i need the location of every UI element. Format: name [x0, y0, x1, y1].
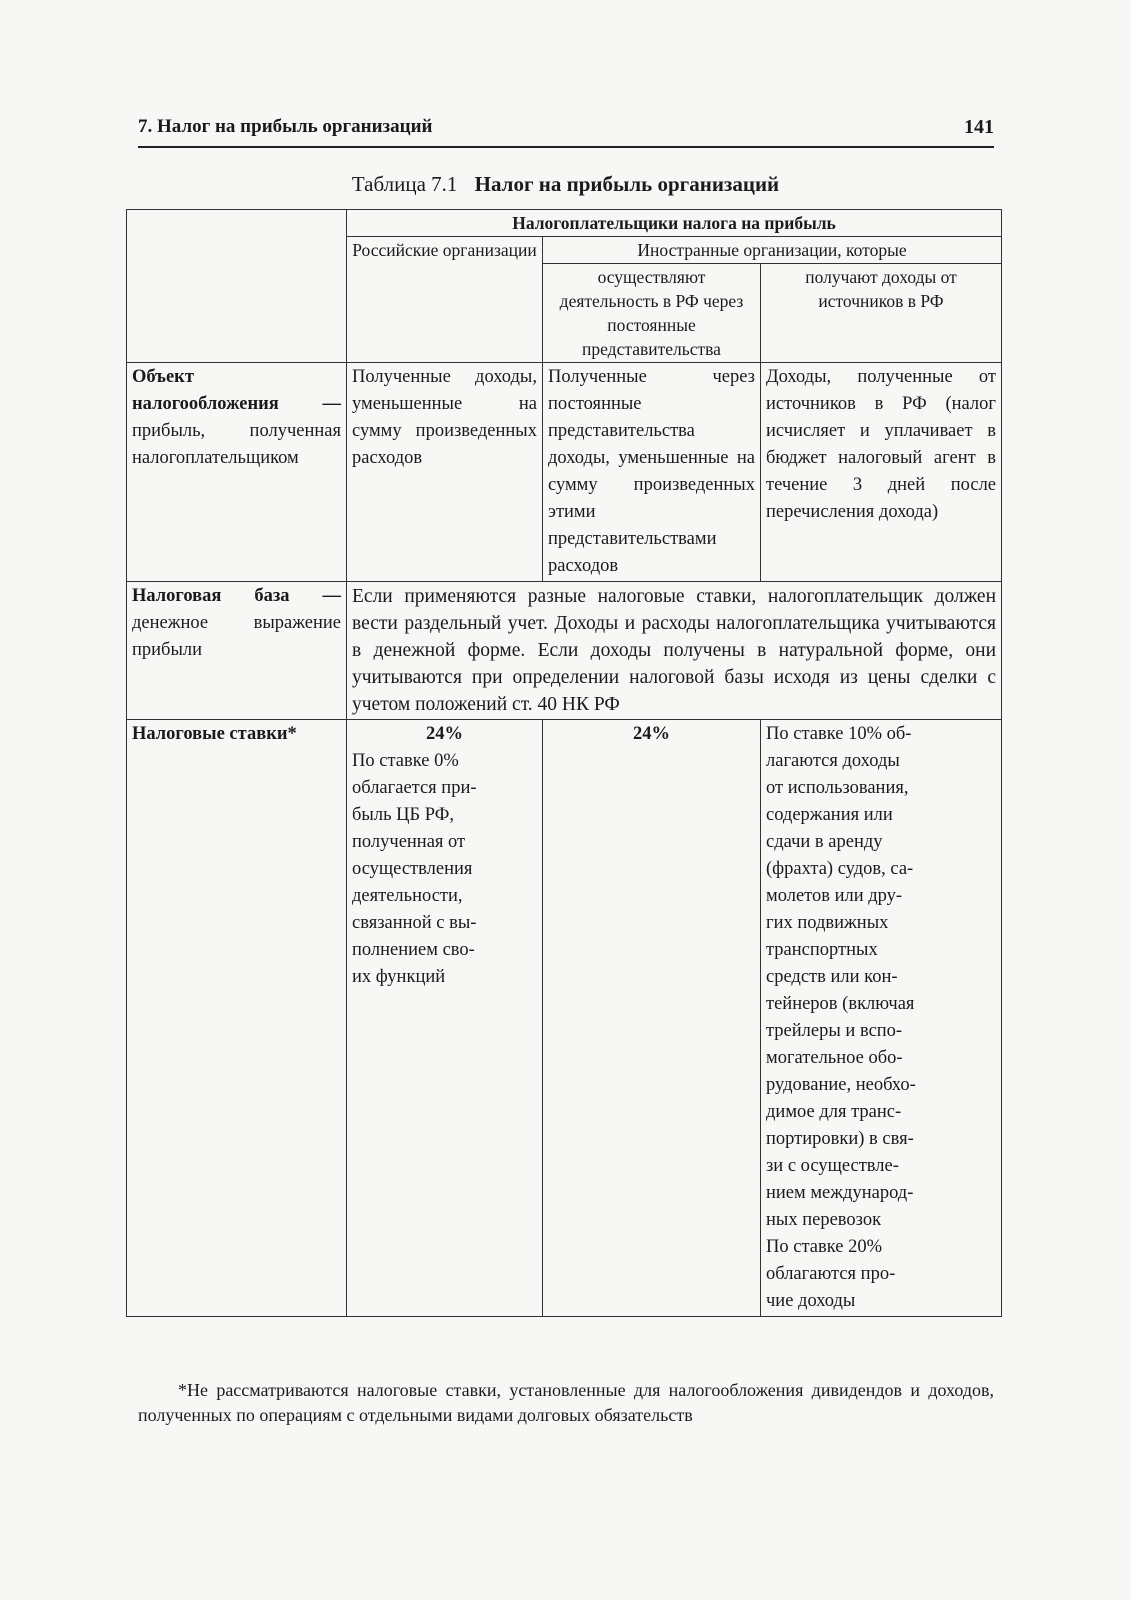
footnote: *Не рассматриваются налоговые ставки, установленные для налогообложения дивидендов и доходов, полученных по операциям с отдельными видами долговых обязательств [138, 1380, 994, 1425]
note-line: транспортных [766, 940, 878, 960]
foreign-perm-rate: 24% [633, 724, 670, 744]
note-line: лагаются доходы [766, 751, 900, 771]
header-russian: Российские организации [347, 237, 543, 363]
row-object-foreign-perm: Полученные через постоянные представительства доходы, уменьшенные на сумму произведенных этими представительствами расходов [543, 363, 761, 582]
row-base-label [127, 582, 347, 720]
note-line: осуществления [352, 859, 473, 879]
header-corner [127, 210, 347, 363]
tax-table [126, 209, 1002, 1317]
row-base [127, 582, 1002, 720]
note-line: По ставке 20% [766, 1237, 882, 1257]
note-line: сдачи в аренду [766, 832, 883, 852]
note-line: димое для транс- [766, 1102, 902, 1122]
header-foreign-perm: осуществляют деятельность в РФ через постоянные представительства [543, 264, 761, 363]
header-foreign: Иностранные организации, которые [543, 237, 1002, 264]
note-line: полнением сво- [352, 940, 475, 960]
note-line: По ставке 10% об- [766, 724, 912, 744]
note-line: гих подвижных [766, 913, 889, 933]
note-line: деятельности, [352, 886, 463, 906]
note-line: быль ЦБ РФ, [352, 805, 454, 825]
note-line: тейнеров (включая [766, 994, 915, 1014]
row-base-label-rest: денежное выражение прибыли [132, 613, 341, 660]
foreign-income-rate-note [766, 721, 996, 1315]
row-object-russian: Полученные доходы, уменьшенные на сумму произведенных расходов [347, 363, 543, 582]
note-line: По ставке 0% [352, 751, 459, 771]
row-object [127, 363, 1002, 582]
russian-rate: 24% [426, 724, 463, 744]
page-number: 141 [964, 116, 994, 138]
table-caption [0, 172, 1131, 197]
row-base-label-bold: Налоговая база — [132, 586, 341, 606]
note-line: содержания или [766, 805, 893, 825]
row-object-label [127, 363, 347, 582]
note-line: облагаются про- [766, 1264, 896, 1284]
note-line: молетов или дру- [766, 886, 903, 906]
note-line: от использования, [766, 778, 909, 798]
running-head [138, 114, 994, 148]
note-line: нием международ- [766, 1183, 914, 1203]
note-line: связанной с вы- [352, 913, 477, 933]
note-line: чие доходы [766, 1291, 856, 1311]
note-line: их функций [352, 967, 446, 987]
note-line: (фрахта) судов, са- [766, 859, 914, 879]
header-row-1 [127, 210, 1002, 237]
row-object-foreign-income: Доходы, полученные от источников в РФ (налог исчисляет и уплачивает в бюджет налоговый агент в течение 3 дней после перечисления дохода) [761, 363, 1002, 582]
note-line: средств или кон- [766, 967, 898, 987]
chapter-title: 7. Налог на прибыль организаций [138, 116, 433, 137]
note-line: полученная от [352, 832, 466, 852]
row-rates-foreign-income [761, 720, 1002, 1317]
row-object-label-rest: прибыль, полученная налогоплательщиком [132, 421, 341, 468]
row-object-label-bold: Объект налогообложения — [132, 367, 341, 414]
note-line: трейлеры и вспо- [766, 1021, 903, 1041]
row-rates [127, 720, 1002, 1317]
note-line: могательное обо- [766, 1048, 903, 1068]
note-line: ных перевозок [766, 1210, 882, 1230]
header-taxpayers: Налогоплательщики налога на прибыль [347, 210, 1002, 237]
russian-rate-note [352, 748, 537, 991]
table-title: Налог на прибыль организаций [474, 172, 780, 196]
row-rates-foreign-perm [543, 720, 761, 1317]
row-rates-label [127, 720, 347, 1317]
note-line: рудование, необхо- [766, 1075, 916, 1095]
note-line: облагается при- [352, 778, 477, 798]
row-rates-label-bold: Налоговые ставки* [132, 724, 297, 744]
table-number: Таблица 7.1 [351, 172, 458, 196]
row-rates-russian [347, 720, 543, 1317]
note-line: зи с осуществле- [766, 1156, 899, 1176]
row-base-text: Если применяются разные налоговые ставки, налогоплательщик должен вести раздельный учет. Доходы и расходы налогоплательщика учитываются в денежной форме. Если доходы получены в натуральной форме, они учитываются при определении налоговой базы исходя из цены сделки с учетом положений ст. 40 НК РФ [347, 582, 1002, 720]
note-line: портировки) в свя- [766, 1129, 914, 1149]
header-foreign-income: получают доходы от источников в РФ [761, 264, 1002, 363]
